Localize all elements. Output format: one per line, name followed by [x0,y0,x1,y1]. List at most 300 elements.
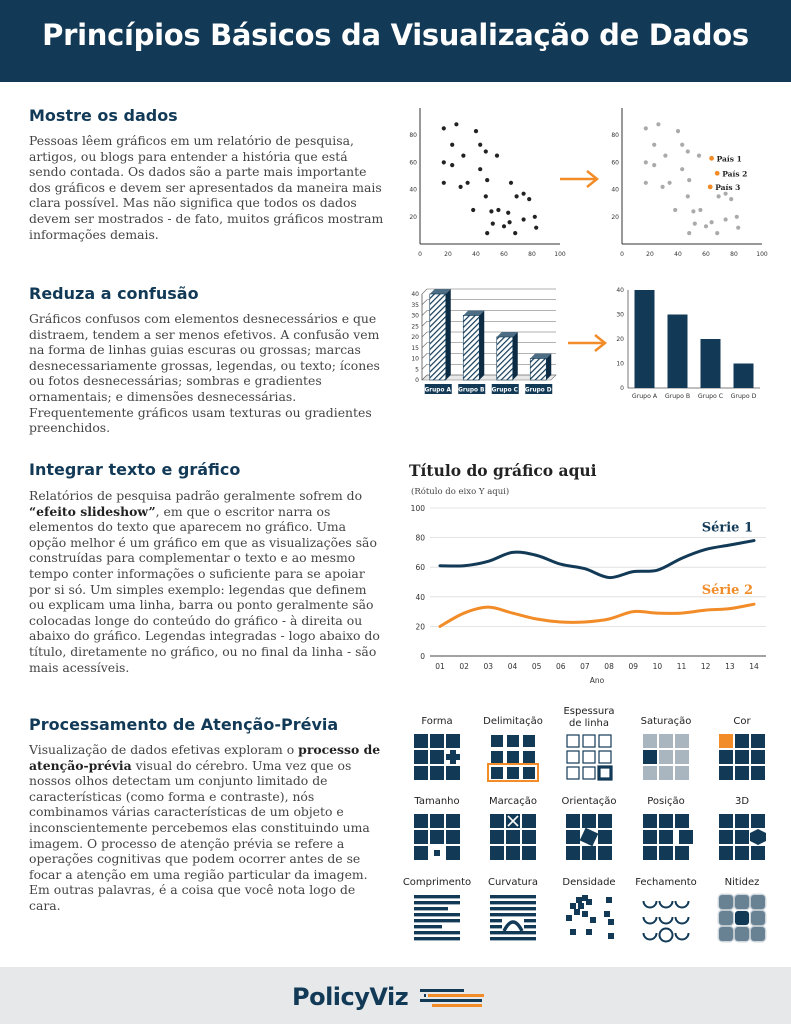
bar-side [479,311,484,381]
section-text-preattentive [29,742,385,914]
open-arc [676,901,689,908]
scatter-point [527,197,531,201]
scatter-point [686,149,690,153]
scatter-point [442,160,446,164]
text-part: visual do cérebro. Uma vez que os nossos olhos detectam um conjunto limitado de características (como forma e contraste), nós combinamos várias características de um objeto e inconscientemente percebemos elas constituindo uma imagem. O processo de atenção prévia se refere a operações cognitivas que podem ocorrer antes de se focar a atenção em uma região particular da imagem. Em outras palavras, é a coisa que você nota logo de cara. [29,757,370,913]
scatter-point [450,143,454,147]
grid-square [491,735,503,747]
length-bar [414,931,460,934]
scatter-point [454,122,458,126]
grid-square [751,766,765,780]
x-tick-label: 20 [646,251,654,258]
grid-square [566,846,580,860]
curvature-bar [490,919,502,922]
grid-square [675,814,689,828]
gridline [422,343,427,348]
feature-label: Delimitação [483,716,543,727]
y-tick-label: 15 [411,344,419,352]
category-label: Grupo C [491,387,518,394]
bar [463,316,479,381]
y-tick-label: 20 [415,622,425,632]
grid-square [414,830,428,844]
scatter-point [442,181,446,185]
grid-square [490,830,504,844]
grid-square [719,830,733,844]
x-tick-label: 60 [702,251,710,258]
scatter-point [509,181,513,185]
y-tick-label: 40 [616,287,624,294]
feature-label: Tamanho [414,796,460,807]
density-square [604,911,610,917]
section-title-reduce-clutter: Reduza a confusão [29,284,199,303]
grid-square [430,814,444,828]
grid-square [735,750,749,764]
outline-square [567,767,579,779]
scatter-chart-all [404,104,574,260]
scatter-point [644,160,648,164]
blur-halo [750,894,767,911]
feature-label: Saturação [640,716,692,727]
section-text-show-data: Pessoas lêem gráficos em um relatório de pesquisa, artigos, ou blogs para entender a história que está sendo contada. Os dados são a parte mais importante dos gráficos e devem ser apresentados da maneira mais clara possível. Mas não significa que todos os dados devem ser mostrados - de fato, muitos gráficos mostram informações demais. [29,133,384,242]
gridline [422,289,427,294]
grid-square [735,814,749,828]
grid-square [719,814,733,828]
curvature-bar [490,907,536,910]
chart-title: Título do gráfico aqui [409,461,597,480]
text-bold: “efeito slideshow” [29,503,156,519]
bar [668,315,688,389]
highlight-point [709,156,714,161]
gridline [422,354,427,359]
grid-square [719,734,733,748]
scatter-point [686,194,690,198]
category-label: Grupo B [664,393,691,400]
grid-square [719,750,733,764]
feature-label: Curvatura [488,877,538,888]
open-arc [644,901,657,908]
y-tick-label: 40 [611,186,619,194]
density-square [566,915,572,921]
policyviz-logo[interactable] [292,983,492,1011]
grid-square [506,846,520,860]
line-chart [404,458,776,690]
x-tick-label: 13 [725,662,735,671]
density-square [578,903,584,909]
x-tick-label: 12 [700,662,711,671]
category-label: Grupo A [424,387,451,394]
feature-label: Nitidez [724,877,760,888]
grid-square [751,846,765,860]
scatter-point [710,220,714,224]
scatter-point [652,143,656,147]
arrow-icon [558,168,602,190]
x-tick-label: 0 [620,251,624,258]
y-tick-label: 80 [409,132,417,140]
blur-halo [718,926,735,943]
grid-square [491,767,503,779]
density-square [574,909,580,915]
curvature-bar [490,925,502,928]
open-arc [660,917,673,924]
grid-square [675,734,689,748]
y-tick-label: 5 [415,366,419,374]
feature-label: Forma [421,716,453,727]
feature-label: de linha [568,718,610,729]
length-bar [414,913,460,916]
length-bar [414,895,460,898]
grid-square [434,850,440,856]
feature-label: Posição [647,796,685,807]
grid-square [675,750,689,764]
y-tick-label: 20 [409,213,417,221]
scatter-point [502,224,506,228]
y-tick-label: 100 [410,504,425,513]
curvature-bar [490,931,536,934]
category-label: Grupo D [730,393,757,400]
scatter-point [644,181,648,185]
highlight-label: País 2 [722,169,748,179]
length-bar [414,919,460,922]
y-tick-label: 60 [409,159,417,167]
gridline [422,300,427,305]
grid-square [582,814,596,828]
density-square [590,917,596,923]
section-text-integrate [29,488,385,675]
category-label: Grupo A [631,393,658,400]
text-part: Visualização de dados efetivas exploram o [29,742,299,757]
feature-label: Cor [733,716,751,727]
grid-square [430,766,444,780]
grid-square [643,830,657,844]
scatter-point [691,209,695,213]
grid-square [414,750,428,764]
curve-mark [504,922,522,931]
y-tick-label: 80 [415,533,425,543]
scatter-point [697,154,701,158]
length-bar [414,937,460,940]
y-tick-label: 35 [411,301,419,309]
curvature-bar [490,895,536,898]
scatter-point [515,194,519,198]
density-square [608,933,614,939]
feature-label: Fechamento [635,877,697,888]
grid-square [490,846,504,860]
y-tick-label: 10 [411,355,419,363]
hexagon-shape [750,829,766,845]
grid-square [643,846,657,860]
density-square [586,929,592,935]
blur-halo [718,910,735,927]
grid-square [523,735,535,747]
grid-square [659,830,673,844]
y-tick-label: 10 [616,360,624,368]
scatter-point [496,208,500,212]
grid-square [719,846,733,860]
category-label: Grupo B [458,387,485,394]
scatter-point [668,181,672,185]
bar-chart-clean [610,284,770,406]
x-tick-label: 02 [459,662,469,671]
scatter-point [485,178,489,182]
blur-square [735,911,749,925]
feature-label: Densidade [562,877,616,888]
open-arc [676,917,689,924]
scatter-point [729,197,733,201]
curvature-bar [490,913,536,916]
scatter-point [736,226,740,230]
grid-square [414,766,428,780]
curvature-bar [524,919,536,922]
grid-square [414,814,428,828]
blur-halo [734,926,751,943]
bar [734,364,754,389]
scatter-point [735,215,739,219]
scatter-point [442,126,446,130]
grid-square [643,814,657,828]
scatter-chart-highlighted [606,104,776,260]
highlight-label: País 3 [715,182,741,192]
scatter-point [484,194,488,198]
grid-square [566,830,580,844]
bar-chart-cluttered [404,284,564,406]
open-arc [676,933,689,940]
x-tick-label: 40 [472,251,480,258]
scatter-point [673,208,677,212]
series-label: Série 2 [701,583,753,599]
scatter-point [724,192,728,196]
y-tick-label: 0 [420,652,425,661]
y-tick-label: 20 [611,213,619,221]
grid-square [507,767,519,779]
y-tick-label: 0 [415,377,419,384]
grid-square [566,814,580,828]
x-tick-label: 05 [531,662,542,671]
blur-halo [734,894,751,911]
grid-square [522,830,536,844]
density-square [608,919,614,925]
grid-square [507,751,519,763]
grid-square [506,830,520,844]
x-tick-label: 100 [554,251,566,258]
gridline [422,332,427,337]
grid-square [735,846,749,860]
curvature-bar [524,925,536,928]
outline-square [599,751,611,763]
grid-square [751,734,765,748]
grid-square [675,766,689,780]
blur-halo [750,926,767,943]
grid-square [659,734,673,748]
x-tick-label: 60 [500,251,508,258]
x-axis-label: Ano [589,676,605,685]
scatter-point [680,143,684,147]
series-label: Série 1 [701,520,753,536]
bar [497,337,513,380]
grid-square [522,814,536,828]
scatter-point [489,209,493,213]
outline-square [567,751,579,763]
section-text-reduce-clutter: Gráficos confusos com elementos desnecessários e que distraem, tendem a ser menos efetivos. A confusão vem na forma de linhas guias escuras ou grossas; marcas desnecessariamente grossas, legendas, ou texto; ícones ou fotos desnecessárias; sombras e gradientes ornamentais; e dimensões desnecessárias. Frequentemente gráficos usam texturas ou gradientes preenchidos. [29,311,380,436]
grid-square [430,750,444,764]
outline-square [583,751,595,763]
y-tick-label: 40 [411,291,419,298]
x-tick-label: 14 [749,662,759,671]
scatter-point [466,181,470,185]
x-tick-label: 100 [756,251,768,258]
grid-square [523,767,535,779]
grid-square [659,750,673,764]
bar [430,294,446,380]
bar [635,290,655,388]
grid-square [523,751,535,763]
text-bold: processo de atenção-prévia [29,742,381,773]
page-title: Princípios Básicos da Visualização de Dados [42,18,749,52]
series-line [440,604,754,626]
outline-square [583,767,595,779]
grid-square [598,814,612,828]
grid-square [659,766,673,780]
grid-square [430,830,444,844]
scatter-point [478,167,482,171]
scatter-point [693,222,697,226]
section-title-show-data: Mostre os dados [29,106,178,125]
grid-square [414,846,428,860]
x-tick-label: 09 [628,662,639,671]
outline-square [599,767,611,779]
grid-square [414,734,428,748]
arrow-icon [566,332,610,354]
scatter-point [656,122,660,126]
highlight-label: País 1 [716,154,742,164]
bar-side [446,289,451,380]
scatter-point [676,129,680,133]
scatter-point [644,126,648,130]
scatter-point [533,215,537,219]
section-title-preattentive: Processamento de Atenção-Prévia [29,715,339,734]
grid-square [659,846,673,860]
x-tick-label: 10 [652,662,663,671]
grid-square [490,814,504,828]
category-label: Grupo C [697,393,724,400]
closed-circle [660,929,673,942]
y-tick-label: 60 [415,563,425,573]
text-part: , em que o escritor narra os elementos do texto que aparecem no gráfico. Uma opção melhor é um gráfico em que as visualizações são construídas para complementar o texto e ao mesmo tempo conter informações o suficiente para se apoiar por si só. Um simples exemplo: legendas que definem ou explicam uma linha, barra ou ponto geralmente são colocadas longe do conteúdo do gráfico - à direita ou abaixo do gráfico. Legendas integradas - logo abaixo do título, diretamente no gráfico, ou no final da linha - são mais acessíveis. [29,503,380,675]
scatter-point [474,129,478,133]
blur-halo [750,910,767,927]
y-tick-label: 40 [415,592,425,602]
scatter-point [663,154,667,158]
logo-text: PolicyViz [292,983,409,1011]
bar [701,339,721,388]
x-tick-label: 40 [674,251,682,258]
scatter-point [680,167,684,171]
grid-square [446,830,460,844]
x-tick-label: 07 [580,662,590,671]
scatter-point [715,231,719,235]
feature-label: Orientação [561,796,617,807]
y-tick-label: 20 [616,336,624,343]
feature-label: Espessura [563,706,615,717]
grid-square [751,814,765,828]
feature-label: 3D [734,796,750,807]
grid-square [679,830,693,844]
open-arc [644,917,657,924]
grid-square [735,734,749,748]
logo-lines-icon [418,985,492,1009]
chart-subtitle: (Rótulo do eixo Y aqui) [411,487,510,497]
bar-side [513,332,518,380]
y-tick-label: 80 [611,132,619,140]
gridline [422,311,427,316]
scatter-point [717,194,721,198]
y-tick-label: 0 [620,385,624,392]
scatter-point [534,226,538,230]
grid-square [719,766,733,780]
curvature-bar [490,901,536,904]
bar [530,359,546,381]
density-square [582,911,588,917]
scatter-point [450,163,454,167]
plus-shape [446,750,460,764]
scatter-point [459,185,463,189]
x-tick-label: 0 [418,251,422,258]
grid-square [675,846,689,860]
density-square [606,897,612,903]
x-tick-label: 01 [435,662,445,671]
x-tick-label: 08 [604,662,614,671]
grid-square [643,750,657,764]
highlight-point [715,171,720,176]
y-tick-label: 30 [616,311,624,319]
rotated-square [580,828,599,847]
scatter-point [724,217,728,221]
section-title-integrate: Integrar texto e gráfico [29,460,241,479]
grid-square [598,830,612,844]
grid-square [446,766,460,780]
density-square [586,899,592,905]
scatter-point [506,211,510,215]
scatter-point [495,154,499,158]
x-tick-label: 11 [676,662,687,671]
length-bar [414,925,442,928]
x-tick-label: 03 [483,662,494,671]
open-arc [644,933,657,940]
x-tick-label: 80 [528,251,536,258]
outline-square [583,735,595,747]
curvature-bar [490,937,536,940]
scatter-point [508,220,512,224]
scatter-point [478,143,482,147]
x-tick-label: 80 [730,251,738,258]
y-tick-label: 40 [409,186,417,194]
grid-square [507,735,519,747]
x-tick-label: 04 [507,662,518,671]
y-tick-label: 60 [611,159,619,167]
x-tick-label: 06 [555,662,566,671]
open-arc [660,901,673,908]
density-square [570,929,576,935]
header [0,0,791,82]
grid-square [522,846,536,860]
grid-square [446,734,460,748]
category-label: Grupo D [524,387,552,394]
scatter-point [484,149,488,153]
gridline [422,321,427,326]
scatter-point [513,231,517,235]
text-part: Relatórios de pesquisa padrão geralmente sofrem do [29,488,363,503]
grid-square [643,766,657,780]
scatter-point [698,208,702,212]
